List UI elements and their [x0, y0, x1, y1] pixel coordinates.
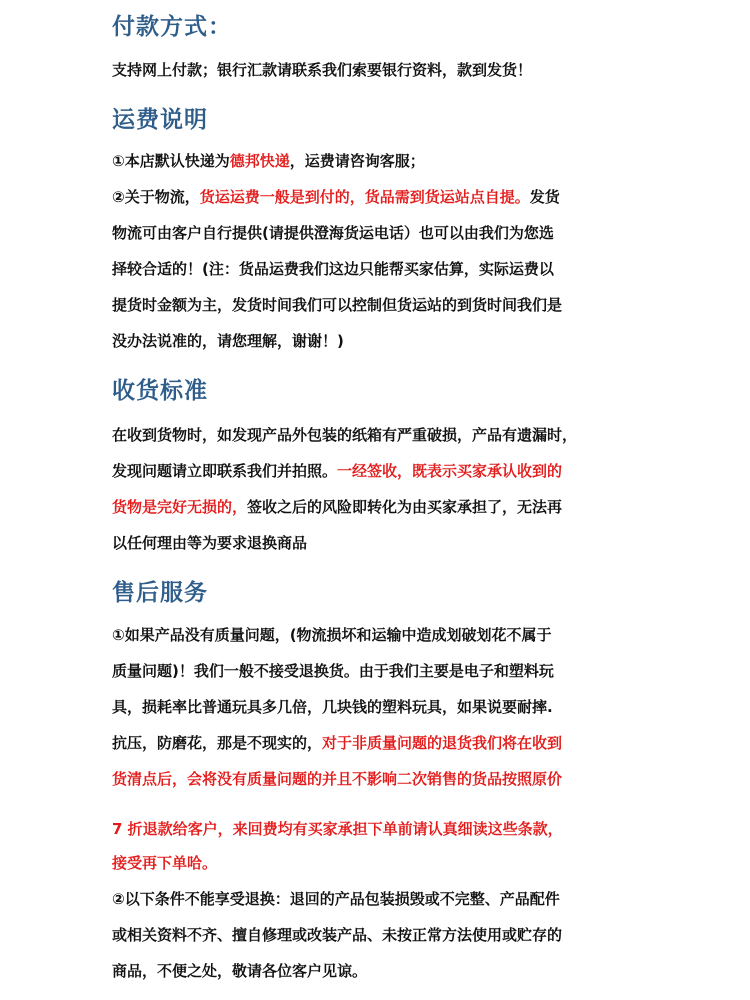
shipping-heading: 运费说明 — [112, 107, 208, 133]
aftersales-text-line-6: 7 折退款给客户，来回费均有买家承担下单前请认真细读这些条款， — [112, 820, 563, 838]
aftersales-line-4-text: 抗压，防磨花，那是不现实的， — [112, 734, 323, 752]
payment-text: 支持网上付款；银行汇款请联系我们索要银行资料，款到发货！ — [112, 61, 533, 79]
shipping-item-1-text-a: ①本店默认快递为 — [112, 152, 230, 170]
aftersales-text-line-4 — [112, 732, 562, 753]
shipping-text-line-6: 没办法说准的，请您理解，谢谢！) — [112, 332, 344, 350]
aftersales-text-line-10: 商品，不便之处，敬请各位客户见谅。 — [112, 962, 368, 980]
shipping-text-line-4: 择较合适的！(注：货品运费我们这边只能帮买家估算，实际运费以 — [112, 260, 554, 278]
aftersales-text-line-7: 接受再下单哈。 — [112, 854, 218, 872]
aftersales-text-line-9: 或相关资料不齐、擅自修理或改装产品、未按正常方法使用或贮存的 — [112, 926, 563, 944]
receiving-signoff-highlight: 一经签收，既表示买家承认收到的 — [337, 462, 563, 480]
receiving-text-line-4: 以任何理由等为要求退换商品 — [112, 534, 308, 552]
shipping-item-2-text-c: 发货 — [529, 188, 560, 206]
aftersales-text-line-5: 货清点后，会将没有质量问题的并且不影响二次销售的货品按照原价 — [112, 770, 563, 788]
receiving-heading: 收货标准 — [112, 378, 208, 404]
shipping-item-2 — [112, 186, 560, 207]
shipping-courier-highlight: 德邦快递 — [229, 152, 290, 170]
receiving-text-line-3 — [112, 496, 562, 517]
shipping-item-1-text-c: ，运费请咨询客服； — [289, 152, 425, 170]
aftersales-heading: 售后服务 — [112, 580, 208, 606]
receiving-line-2-text: 发现问题请立即联系我们并拍照。 — [112, 462, 338, 480]
receiving-text-line-1: 在收到货物时，如发现产品外包装的纸箱有严重破损，产品有遗漏时， — [112, 426, 578, 444]
shipping-item-1 — [112, 150, 425, 171]
shipping-text-line-3: 物流可由客户自行提供(请提供澄海货运电话）也可以由我们为您选 — [112, 224, 554, 242]
aftersales-return-highlight: 对于非质量问题的退货我们将在收到 — [322, 734, 563, 752]
receiving-text-line-2 — [112, 460, 562, 481]
receiving-line-3-text: 签收之后的风险即转化为由买家承担了，无法再 — [247, 498, 563, 516]
aftersales-text-line-8: ②以下条件不能享受退换：退回的产品包装损毁或不完整、产品配件 — [112, 890, 560, 908]
shipping-text-line-5: 提货时金额为主，发货时间我们可以控制但货运站的到货时间我们是 — [112, 296, 563, 314]
aftersales-text-line-2: 质量问题)！我们一般不接受退换货。由于我们主要是电子和塑料玩 — [112, 662, 554, 680]
shipping-item-2-text-a: ②关于物流， — [112, 188, 200, 206]
payment-heading: 付款方式： — [112, 14, 232, 40]
aftersales-text-line-1: ①如果产品没有质量问题，(物流损坏和运输中造成划破划花不属于 — [112, 626, 552, 644]
aftersales-text-line-3: 具，损耗率比普通玩具多几倍，几块钱的塑料玩具，如果说要耐摔. — [112, 698, 553, 716]
receiving-intact-highlight: 货物是完好无损的， — [112, 498, 248, 516]
shipping-freight-highlight: 货运运费一般是到付的，货品需到货运站点自提。 — [199, 188, 530, 206]
